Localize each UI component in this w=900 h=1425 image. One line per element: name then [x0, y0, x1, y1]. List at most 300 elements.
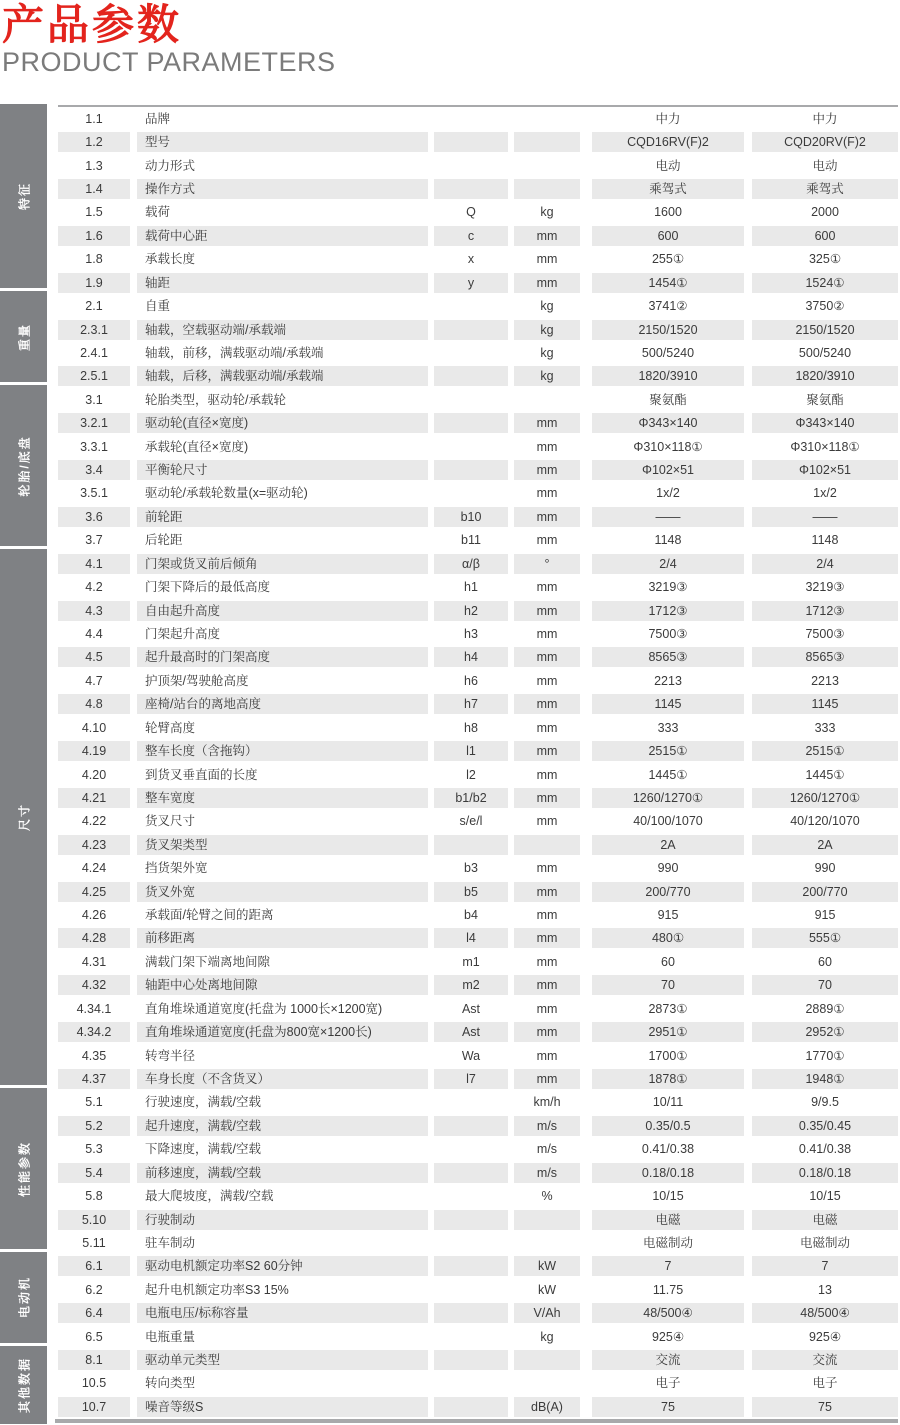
row-number-cell: 4.7	[85, 673, 103, 688]
symbol-cell	[434, 156, 508, 176]
symbol-cell	[434, 343, 508, 363]
row-number-cell: 4.35	[81, 1048, 107, 1063]
symbol-cell: h1	[464, 580, 478, 595]
param-name-cell: 载荷	[145, 205, 171, 220]
unit-cell	[514, 1350, 580, 1370]
model2-value-cell: 990	[814, 861, 836, 876]
model1-value-cell: 0.41/0.38	[641, 1142, 695, 1157]
param-name-cell: 挡货架外宽	[145, 861, 208, 876]
unit-cell: mm	[514, 741, 580, 761]
table-row	[55, 1325, 900, 1348]
symbol-cell	[434, 1210, 508, 1230]
model2-value-cell: 交流	[752, 1350, 898, 1370]
row-number-cell: 2.4.1	[80, 345, 108, 360]
param-name-cell: 品牌	[145, 111, 171, 126]
model1-value-cell: 2951①	[592, 1022, 744, 1042]
model2-value-cell: 1524①	[752, 273, 898, 293]
model2-value-cell: 7500③	[805, 626, 845, 641]
model2-value-cell: 333	[814, 720, 836, 735]
unit-cell: kg	[540, 299, 554, 314]
model2-value-cell: 中力	[812, 111, 838, 126]
unit-cell: %	[541, 1189, 553, 1204]
row-number-cell: 3.1	[85, 392, 103, 407]
model1-value-cell: 1700①	[648, 1048, 688, 1063]
row-number-cell: 10.5	[81, 1376, 107, 1391]
param-name-cell: 门架或货叉前后倾角	[137, 554, 428, 574]
model2-value-cell: 0.18/0.18	[752, 1163, 898, 1183]
model2-value-cell: CQD20RV(F)2	[752, 132, 898, 152]
unit-cell: kg	[514, 320, 580, 340]
param-name-cell: 前移速度，满载/空载	[137, 1163, 428, 1183]
table-row	[55, 1067, 900, 1090]
page-header	[2, 2, 336, 77]
symbol-cell	[434, 483, 508, 503]
row-number-cell: 4.10	[81, 720, 107, 735]
table-row	[55, 1091, 900, 1114]
table-row	[55, 857, 900, 880]
model1-value-cell: 2515①	[592, 741, 744, 761]
param-name-cell: 轴距	[137, 273, 428, 293]
model1-value-cell: 2A	[592, 835, 744, 855]
sidebar-section-1	[0, 104, 47, 291]
row-number-cell: 3.5.1	[80, 486, 108, 501]
model1-value-cell: 7500③	[648, 626, 688, 641]
symbol-cell: c	[434, 226, 508, 246]
symbol-cell: l4	[434, 928, 508, 948]
symbol-cell	[434, 460, 508, 480]
table-row	[55, 1348, 900, 1371]
symbol-cell	[434, 1350, 508, 1370]
unit-cell: kg	[540, 345, 554, 360]
symbol-cell: h6	[464, 673, 478, 688]
model2-value-cell: 500/5240	[798, 345, 852, 360]
table-row	[55, 669, 900, 692]
model2-value-cell: 2000	[811, 205, 839, 220]
param-name-cell: 货叉架类型	[137, 835, 428, 855]
row-number-cell: 4.19	[58, 741, 130, 761]
param-name-cell: 自重	[145, 299, 171, 314]
model1-value-cell: 915	[657, 908, 679, 923]
unit-cell	[514, 156, 580, 176]
table-row	[55, 458, 900, 481]
unit-cell: V/Ah	[514, 1303, 580, 1323]
model1-value-cell: CQD16RV(F)2	[592, 132, 744, 152]
param-name-cell: 电瓶电压/标称容量	[137, 1303, 428, 1323]
unit-cell: mm	[514, 507, 580, 527]
row-number-cell: 4.3	[58, 601, 130, 621]
param-name-cell: 下降速度，满载/空载	[145, 1142, 261, 1157]
unit-cell: mm	[514, 928, 580, 948]
symbol-cell	[434, 132, 508, 152]
unit-cell: mm	[536, 861, 558, 876]
model2-value-cell: 60	[818, 954, 832, 969]
model1-value-cell: 2/4	[592, 554, 744, 574]
row-number-cell: 1.3	[85, 158, 103, 173]
symbol-cell: Wa	[461, 1048, 481, 1063]
row-number-cell: 5.4	[58, 1163, 130, 1183]
unit-cell: mm	[536, 533, 558, 548]
param-name-cell: 承载面/轮臂之间的距离	[145, 908, 274, 923]
unit-cell: mm	[514, 460, 580, 480]
row-number-cell: 4.1	[58, 554, 130, 574]
row-number-cell: 4.32	[58, 975, 130, 995]
table-row	[55, 107, 900, 130]
table-row	[55, 1020, 900, 1043]
table-row	[55, 575, 900, 598]
table-row	[55, 130, 900, 153]
model2-value-cell: Φ343×140	[752, 413, 898, 433]
symbol-cell	[434, 1280, 508, 1300]
model1-value-cell: 990	[657, 861, 679, 876]
unit-cell: mm	[514, 647, 580, 667]
model2-value-cell: 70	[752, 975, 898, 995]
model2-value-cell: 13	[818, 1282, 832, 1297]
table-row	[55, 833, 900, 856]
param-name-cell: 动力形式	[145, 158, 196, 173]
symbol-cell: h3	[464, 626, 478, 641]
model1-value-cell: 0.18/0.18	[592, 1163, 744, 1183]
param-name-cell: 平衡轮尺寸	[137, 460, 428, 480]
symbol-cell	[434, 109, 508, 129]
model2-value-cell: 555①	[752, 928, 898, 948]
param-name-cell: 门架起升高度	[145, 626, 221, 641]
unit-cell: mm	[514, 788, 580, 808]
symbol-cell	[434, 1397, 508, 1417]
model1-value-cell: Φ310×118①	[633, 439, 703, 454]
param-name-cell: 驱动轮(直径×宽度)	[137, 413, 428, 433]
param-name-cell: 轮胎类型，驱动轮/承载轮	[145, 392, 286, 407]
row-number-cell: 1.6	[58, 226, 130, 246]
unit-cell: kg	[514, 366, 580, 386]
unit-cell: mm	[514, 1069, 580, 1089]
sidebar-section-5	[0, 1088, 47, 1252]
symbol-cell	[434, 437, 508, 457]
param-name-cell: 最大爬坡度，满载/空载	[145, 1189, 274, 1204]
model2-value-cell: 2/4	[752, 554, 898, 574]
unit-cell: mm	[536, 580, 558, 595]
param-name-cell: 驻车制动	[145, 1235, 196, 1250]
model1-value-cell: 600	[592, 226, 744, 246]
row-number-cell: 4.2	[85, 580, 103, 595]
unit-cell: kg	[540, 1329, 554, 1344]
unit-cell: mm	[514, 694, 580, 714]
row-number-cell: 8.1	[58, 1350, 130, 1370]
model2-value-cell: 乘驾式	[752, 179, 898, 199]
model2-value-cell: 0.35/0.45	[752, 1116, 898, 1136]
symbol-cell: Q	[466, 205, 476, 220]
model2-value-cell: 1445①	[805, 767, 845, 782]
model1-value-cell: 40/100/1070	[633, 814, 703, 829]
param-name-cell: 驱动电机额定功率S2 60分钟	[137, 1256, 428, 1276]
model1-value-cell: 1260/1270①	[592, 788, 744, 808]
model1-value-cell: 乘驾式	[592, 179, 744, 199]
param-name-cell: 轮臂高度	[145, 720, 196, 735]
symbol-cell: s/e/l	[459, 814, 483, 829]
table-row	[55, 997, 900, 1020]
table-row	[55, 1208, 900, 1231]
symbol-cell	[434, 1327, 508, 1347]
sidebar-section-2	[0, 291, 47, 385]
model1-value-cell: 2150/1520	[592, 320, 744, 340]
param-name-cell: 车身长度（不含货叉）	[137, 1069, 428, 1089]
table-row	[55, 1372, 900, 1395]
unit-cell: mm	[514, 1022, 580, 1042]
param-name-cell: 座椅/站台的离地高度	[137, 694, 428, 714]
sidebar-section-label: 其他数据	[17, 1356, 31, 1413]
model2-value-cell: 2A	[752, 835, 898, 855]
unit-cell: mm	[536, 1001, 558, 1016]
param-name-cell: 货叉尺寸	[145, 814, 196, 829]
table-row	[55, 1044, 900, 1067]
param-name-cell: 起升最高时的门架高度	[137, 647, 428, 667]
unit-cell	[514, 132, 580, 152]
model1-value-cell: 电子	[655, 1376, 681, 1391]
model1-value-cell: 75	[592, 1397, 744, 1417]
param-name-cell: 起升速度，满载/空载	[137, 1116, 428, 1136]
param-name-cell: 电瓶重量	[145, 1329, 196, 1344]
table-row	[55, 318, 900, 341]
model2-value-cell: 2952①	[752, 1022, 898, 1042]
symbol-cell: b11	[461, 533, 481, 548]
model2-value-cell: 1145	[752, 694, 898, 714]
unit-cell: kW	[537, 1282, 557, 1297]
unit-cell	[514, 835, 580, 855]
model1-value-cell: 11.75	[652, 1282, 684, 1297]
row-number-cell: 2.3.1	[58, 320, 130, 340]
unit-cell	[514, 1233, 580, 1253]
row-number-cell: 5.11	[82, 1235, 106, 1250]
table-row	[55, 1278, 900, 1301]
table-row	[55, 271, 900, 294]
unit-cell: km/h	[533, 1095, 561, 1110]
unit-cell: mm	[536, 908, 558, 923]
table-row	[55, 294, 900, 317]
unit-cell: mm	[536, 954, 558, 969]
model2-value-cell: 915	[814, 908, 836, 923]
param-name-cell: 货叉外宽	[137, 882, 428, 902]
model2-value-cell: 聚氨酯	[806, 392, 844, 407]
model1-value-cell: 255①	[651, 252, 685, 267]
category-sidebar	[0, 104, 47, 1424]
param-name-cell: 行驶速度，满载/空载	[145, 1095, 261, 1110]
symbol-cell: m1	[462, 954, 480, 969]
model1-value-cell: 333	[657, 720, 679, 735]
model1-value-cell: 1445①	[648, 767, 688, 782]
model2-value-cell: 1712③	[752, 601, 898, 621]
sidebar-section-7	[0, 1346, 47, 1424]
model1-value-cell: 7	[592, 1256, 744, 1276]
unit-cell: °	[514, 554, 580, 574]
model2-value-cell: 电子	[812, 1376, 838, 1391]
row-number-cell: 5.10	[58, 1210, 130, 1230]
model2-value-cell: Φ310×118①	[790, 439, 860, 454]
table-row	[55, 739, 900, 762]
param-name-cell: 驱动轮/承载轮数量(x=驱动轮)	[145, 486, 308, 501]
row-number-cell: 6.5	[85, 1329, 103, 1344]
model2-value-cell: 3219③	[805, 580, 845, 595]
symbol-cell: h4	[434, 647, 508, 667]
table-row	[55, 1114, 900, 1137]
model2-value-cell: 1820/3910	[752, 366, 898, 386]
row-number-cell: 4.22	[81, 814, 107, 829]
table-row	[55, 224, 900, 247]
symbol-cell	[434, 1256, 508, 1276]
row-number-cell: 4.34.1	[76, 1001, 112, 1016]
unit-cell: mm	[536, 1048, 558, 1063]
symbol-cell	[434, 1092, 508, 1112]
unit-cell: m/s	[536, 1142, 558, 1157]
symbol-cell: l2	[466, 767, 476, 782]
symbol-cell: Ast	[434, 1022, 508, 1042]
model2-value-cell: 1x/2	[813, 486, 837, 501]
row-number-cell: 4.28	[58, 928, 130, 948]
row-number-cell: 1.1	[85, 111, 103, 126]
param-name-cell: 直角堆垛通道宽度(托盘为 1000长×1200宽)	[145, 1001, 383, 1016]
model1-value-cell: 1820/3910	[592, 366, 744, 386]
unit-cell: mm	[536, 814, 558, 829]
model1-value-cell: 3741②	[648, 299, 688, 314]
symbol-cell: h7	[434, 694, 508, 714]
row-number-cell: 4.21	[58, 788, 130, 808]
model1-value-cell: 电磁制动	[642, 1235, 693, 1250]
param-name-cell: 直角堆垛通道宽度(托盘为800宽×1200长)	[137, 1022, 428, 1042]
model2-value-cell: 48/500④	[752, 1303, 898, 1323]
unit-cell: mm	[514, 226, 580, 246]
symbol-cell	[434, 1116, 508, 1136]
table-row	[55, 1231, 900, 1254]
param-name-cell: 转向类型	[145, 1376, 196, 1391]
unit-cell: mm	[536, 486, 558, 501]
table-row	[55, 786, 900, 809]
unit-cell: m/s	[514, 1116, 580, 1136]
model1-value-cell: 中力	[655, 111, 681, 126]
table-row	[55, 903, 900, 926]
table-row	[55, 201, 900, 224]
row-number-cell: 2.1	[85, 299, 103, 314]
param-name-cell: 载荷中心距	[137, 226, 428, 246]
sidebar-section-6	[0, 1252, 47, 1346]
model1-value-cell: 电磁	[592, 1210, 744, 1230]
parameters-table	[55, 107, 900, 1419]
unit-cell	[514, 1373, 580, 1393]
model1-value-cell: 0.35/0.5	[592, 1116, 744, 1136]
table-row	[55, 927, 900, 950]
unit-cell	[514, 179, 580, 199]
model2-value-cell: 2515①	[752, 741, 898, 761]
param-name-cell: 操作方式	[137, 179, 428, 199]
row-number-cell: 3.4	[58, 460, 130, 480]
unit-cell	[514, 109, 580, 129]
model1-value-cell: 1712③	[592, 601, 744, 621]
unit-cell: mm	[514, 413, 580, 433]
model1-value-cell: 500/5240	[641, 345, 695, 360]
unit-cell: mm	[514, 601, 580, 621]
sidebar-section-label: 轮胎/底盘	[17, 434, 31, 497]
model2-value-cell: 600	[752, 226, 898, 246]
model1-value-cell: 925④	[651, 1329, 685, 1344]
model1-value-cell: 48/500④	[592, 1303, 744, 1323]
param-name-cell: 轴载，前移，满载驱动端/承载端	[145, 345, 324, 360]
row-number-cell: 5.2	[58, 1116, 130, 1136]
table-row	[55, 693, 900, 716]
unit-cell: kW	[514, 1256, 580, 1276]
model1-value-cell: 8565③	[592, 647, 744, 667]
model1-value-cell: 电动	[655, 158, 681, 173]
model1-value-cell: 70	[592, 975, 744, 995]
symbol-cell: b10	[434, 507, 508, 527]
symbol-cell: b4	[464, 908, 478, 923]
symbol-cell: x	[467, 252, 475, 267]
symbol-cell	[434, 1303, 508, 1323]
symbol-cell	[434, 413, 508, 433]
row-number-cell: 1.5	[85, 205, 103, 220]
table-row	[55, 248, 900, 271]
sidebar-section-label: 尺寸	[17, 803, 31, 832]
row-number-cell: 10.7	[58, 1397, 130, 1417]
unit-cell: kg	[540, 205, 554, 220]
table-row	[55, 950, 900, 973]
table-row	[55, 552, 900, 575]
row-number-cell: 4.25	[58, 882, 130, 902]
symbol-cell	[434, 296, 508, 316]
row-number-cell: 3.3.1	[80, 439, 108, 454]
symbol-cell	[434, 1233, 508, 1253]
param-name-cell: 转弯半径	[145, 1048, 196, 1063]
row-number-cell: 4.5	[58, 647, 130, 667]
param-name-cell: 起升电机额定功率S3 15%	[145, 1282, 289, 1297]
model1-value-cell: 60	[661, 954, 675, 969]
model2-value-cell: 925④	[808, 1329, 842, 1344]
model2-value-cell: 电磁制动	[799, 1235, 850, 1250]
symbol-cell: m2	[434, 975, 508, 995]
model1-value-cell: 3219③	[648, 580, 688, 595]
model2-value-cell: 325①	[808, 252, 842, 267]
model1-value-cell: 1878①	[592, 1069, 744, 1089]
model1-value-cell: 1148	[654, 533, 682, 548]
model1-value-cell: Φ343×140	[592, 413, 744, 433]
table-row	[55, 763, 900, 786]
symbol-cell	[434, 390, 508, 410]
table-row	[55, 435, 900, 458]
row-number-cell: 3.2.1	[58, 413, 130, 433]
model1-value-cell: 聚氨酯	[649, 392, 687, 407]
unit-cell: mm	[536, 673, 558, 688]
row-number-cell: 1.2	[58, 132, 130, 152]
param-name-cell: 满载门架下端离地间隙	[145, 954, 271, 969]
row-number-cell: 4.4	[85, 626, 103, 641]
row-number-cell: 2.5.1	[58, 366, 130, 386]
table-row	[55, 411, 900, 434]
symbol-cell: b3	[464, 861, 478, 876]
sidebar-section-label: 性能参数	[17, 1140, 31, 1197]
param-name-cell: 轴距中心处离地间隙	[137, 975, 428, 995]
param-name-cell: 承载轮(直径×宽度)	[145, 439, 249, 454]
model2-value-cell: 电动	[812, 158, 838, 173]
param-name-cell: 后轮距	[145, 533, 183, 548]
model1-value-cell: ——	[592, 507, 744, 527]
param-name-cell: 整车长度（含拖钩）	[137, 741, 428, 761]
symbol-cell	[434, 1163, 508, 1183]
model2-value-cell: Φ102×51	[752, 460, 898, 480]
model1-value-cell: 480①	[592, 928, 744, 948]
param-name-cell: 型号	[137, 132, 428, 152]
unit-cell: mm	[514, 273, 580, 293]
sidebar-section-label: 重量	[17, 322, 31, 351]
symbol-cell: h2	[434, 601, 508, 621]
symbol-cell	[434, 835, 508, 855]
row-number-cell: 4.20	[81, 767, 107, 782]
model1-value-cell: 2873①	[648, 1001, 688, 1016]
